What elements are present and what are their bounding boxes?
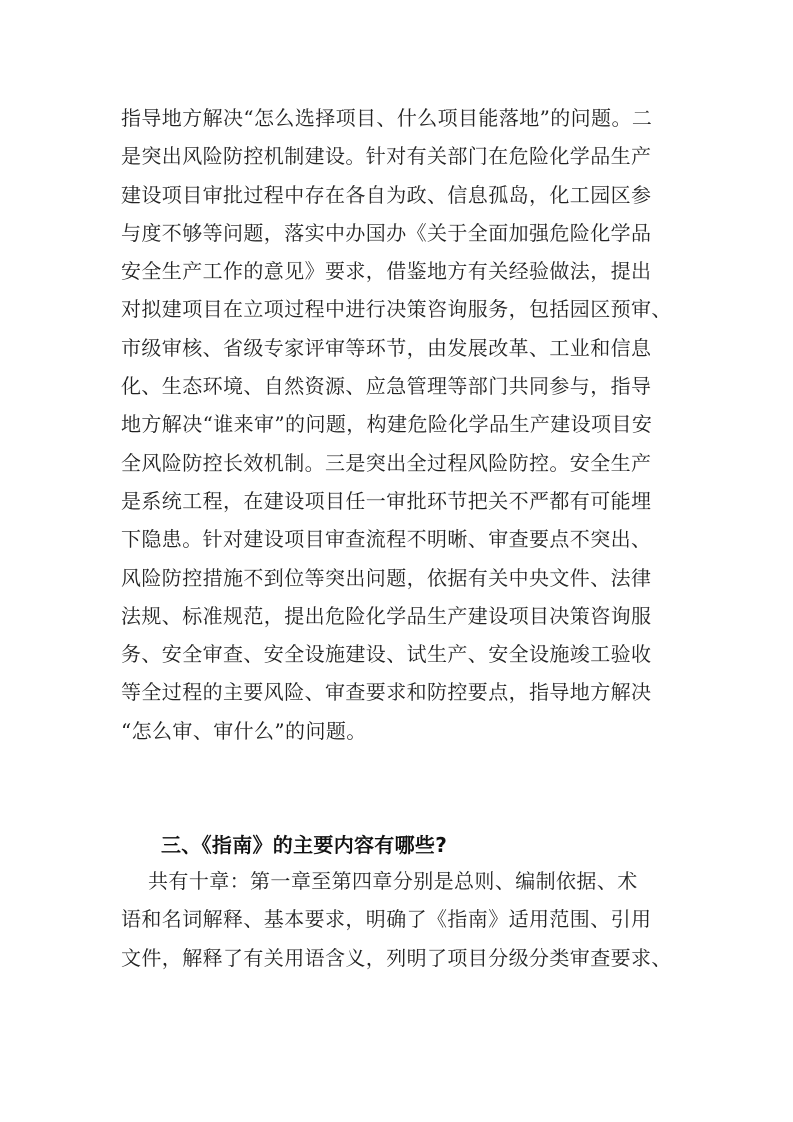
text-line: 与度不够等问题，落实中办国办《关于全面加强危险化学品 xyxy=(121,220,652,245)
text-line: 语和名词解释、基本要求，明确了《指南》适用范围、引用 xyxy=(121,907,652,932)
text-line: 共有十章：第一章至第四章分别是总则、编制依据、术 xyxy=(121,869,638,893)
paragraph-2 xyxy=(121,862,681,977)
text-line: 全风险防控长效机制。三是突出全过程风险防控。安全生产 xyxy=(121,450,652,475)
text-line: 风险防控措施不到位等突出问题，依据有关中央文件、法律 xyxy=(121,565,652,590)
text-line: 是突出风险防控机制建设。针对有关部门在危险化学品生产 xyxy=(121,144,652,169)
text-line: 法规、标准规范，提出危险化学品生产建设项目决策咨询服 xyxy=(121,603,652,628)
paragraph-1 xyxy=(121,99,681,750)
text-line: 对拟建项目在立项过程中进行决策咨询服务，包括园区预审、 xyxy=(121,297,672,322)
text-line: 指导地方解决“怎么选择项目、什么项目能落地”的问题。二 xyxy=(121,106,653,130)
text-line: 建设项目审批过程中存在各自为政、信息孤岛，化工园区参 xyxy=(121,182,652,207)
text-line: 等全过程的主要风险、审查要求和防控要点，指导地方解决 xyxy=(121,680,652,705)
text-line: 化、生态环境、自然资源、应急管理等部门共同参与，指导 xyxy=(121,374,652,399)
text-line: 文件，解释了有关用语含义，列明了项目分级分类审查要求、 xyxy=(121,945,672,970)
text-line: 地方解决“谁来审”的问题，构建危险化学品生产建设项目安 xyxy=(121,412,653,437)
section-heading: 三、《指南》的主要内容有哪些? xyxy=(161,833,448,857)
text-line: 是系统工程，在建设项目任一审批环节把关不严都有可能埋 xyxy=(121,488,652,513)
text-line: 安全生产工作的意见》要求，借鉴地方有关经验做法，提出 xyxy=(121,259,652,284)
text-line: 市级审核、省级专家评审等环节，由发展改革、工业和信息 xyxy=(121,335,652,360)
text-line: 下隐患。针对建设项目审查流程不明晰、审查要点不突出、 xyxy=(121,527,652,552)
text-line: “怎么审、审什么”的问题。 xyxy=(121,718,367,743)
text-line: 务、安全审查、安全设施建设、试生产、安全设施竣工验收 xyxy=(121,642,652,667)
